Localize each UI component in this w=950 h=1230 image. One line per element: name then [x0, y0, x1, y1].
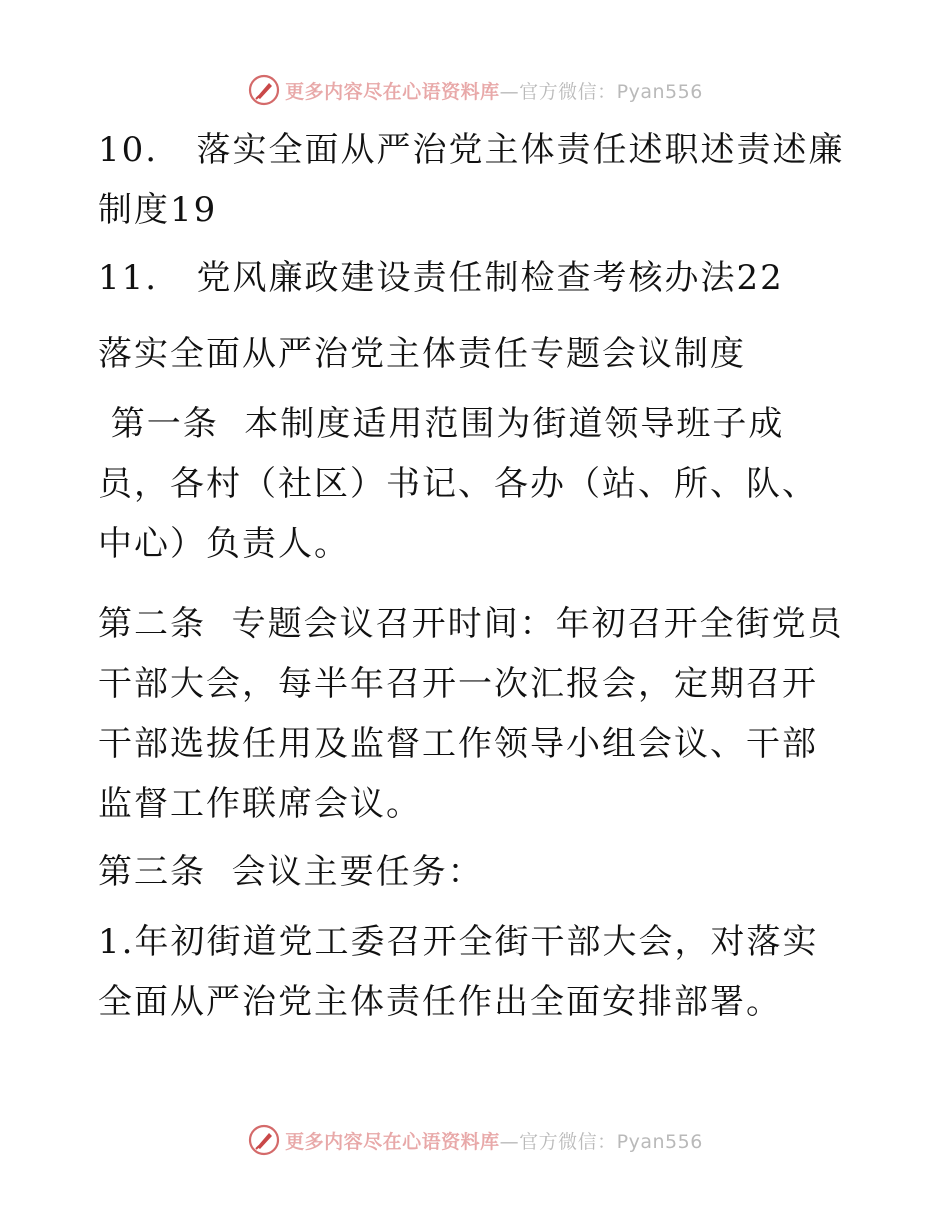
banner-wechat-text: —官方微信：Pyan556 [499, 80, 703, 103]
banner-wechat-text: —官方微信：Pyan556 [499, 1130, 703, 1153]
article-1: 第一条 本制度适用范围为街道领导班子成员，各村（社区）书记、各办（站、所、队、中心）负责人。 [98, 404, 818, 564]
banner-brand-text: 更多内容尽在心语资料库 [285, 1130, 500, 1153]
article-3: 第三条 会议主要任务： [98, 852, 484, 892]
list-item-1: 1.年初街道党工委召开全街干部大会，对落实全面从严治党主体责任作出全面安排部署。 [98, 922, 819, 1022]
banner-brand-text: 更多内容尽在心语资料库 [285, 80, 500, 103]
toc-item-11: 11. 党风廉政建设责任制检查考核办法22 [98, 258, 784, 298]
section-title: 落实全面从严治党主体责任专题会议制度 [98, 334, 746, 374]
toc-item-10: 10. 落实全面从严治党主体责任述职述责述廉制度19 [98, 130, 845, 230]
footer-banner [0, 1118, 950, 1162]
quill-pen-icon [247, 1123, 281, 1157]
header-banner [0, 68, 950, 112]
quill-pen-icon [247, 73, 281, 107]
article-2: 第二条 专题会议召开时间：年初召开全街党员干部大会，每半年召开一次汇报会，定期召开干部选拔任用及监督工作领导小组会议、干部监督工作联席会议。 [98, 604, 844, 824]
